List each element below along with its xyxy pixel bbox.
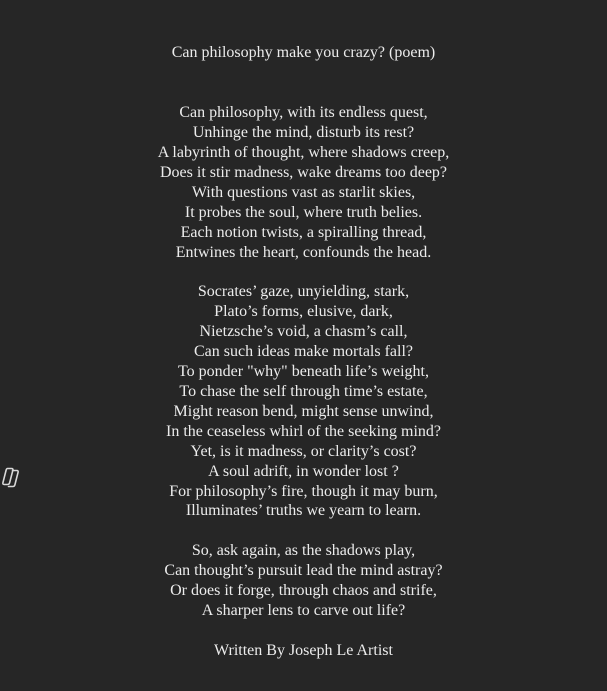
poem-line: Or does it forge, through chaos and strife,: [170, 581, 437, 599]
copilot-icon[interactable]: [0, 466, 22, 488]
poem-line: So, ask again, as the shadows play,: [191, 542, 416, 559]
poem-line: Can such ideas make mortals fall?: [193, 342, 414, 360]
poem-signature: Written By Joseph Le Artist: [214, 642, 393, 659]
poem-line: Yet, is it madness, or clarity’s cost?: [190, 442, 417, 460]
poem-line: Entwines the heart, confounds the head.: [175, 243, 432, 261]
poem-line: Can thought’s pursuit lead the mind astray?: [164, 561, 443, 579]
poem-line: With questions vast as starlit skies,: [191, 183, 416, 201]
poem-line: Nietzsche’s void, a chasm’s call,: [199, 322, 408, 340]
stanza-1: [0, 103, 607, 263]
stanza-2: [0, 282, 607, 521]
poem-line: Each notion twists, a spiralling thread,: [180, 223, 427, 241]
poem-line: It probes the soul, where truth belies.: [184, 203, 423, 221]
poem-line: Illuminates’ truths we yearn to learn.: [185, 502, 422, 520]
poem-line: Unhinge the mind, disturb its rest?: [192, 123, 415, 141]
poem-line: To chase the self through time’s estate,: [179, 382, 428, 400]
poem-line: Can philosophy, with its endless quest,: [179, 104, 428, 121]
poem-line: To ponder "why" beneath life’s weight,: [178, 362, 429, 380]
poem-line: In the ceaseless whirl of the seeking mind?: [165, 422, 442, 440]
poem-line: A soul adrift, in wonder lost ?: [208, 462, 399, 480]
copilot-icon-glyph: [0, 466, 22, 488]
poem-line: Might reason bend, might sense unwind,: [173, 402, 434, 420]
poem-line: Plato’s forms, elusive, dark,: [214, 302, 393, 320]
poem-line: A labyrinth of thought, where shadows creep,: [157, 143, 450, 161]
poem-line: For philosophy’s fire, though it may burn,: [169, 482, 438, 500]
poem-title: Can philosophy make you crazy? (poem): [171, 44, 436, 61]
poem-line: Socrates’ gaze, unyielding, stark,: [197, 283, 410, 300]
stanza-3: [0, 541, 607, 621]
poem-line: Does it stir madness, wake dreams too deep?: [159, 163, 448, 181]
poem-line: A sharper lens to carve out life?: [201, 601, 406, 619]
